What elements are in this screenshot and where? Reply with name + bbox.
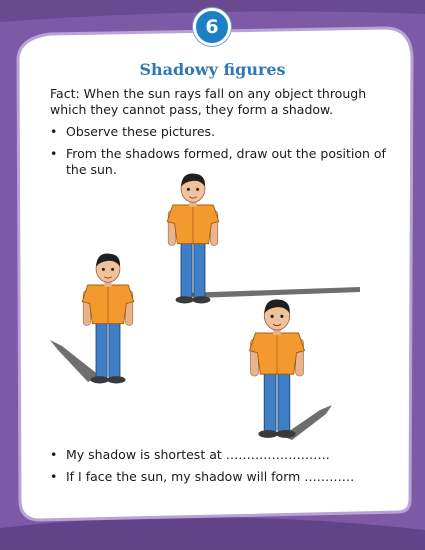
boy-figure <box>167 174 360 304</box>
question-item: • My shadow is shortest at ……………………. <box>50 447 390 463</box>
boy-figure <box>50 254 134 384</box>
page-title: Shadowy figures <box>139 60 286 79</box>
activity-number-badge: 6 <box>193 8 231 46</box>
boy-figure <box>250 299 332 440</box>
fact-text: Fact: When the sun rays fall on any object through which they cannot pass, they form a shadow. <box>50 86 367 117</box>
question-item: • If I face the sun, my shadow will form ………… <box>50 469 390 485</box>
question-list <box>50 447 390 491</box>
instruction-item: • Observe these pictures. <box>50 124 390 140</box>
instruction-item: • From the shadows formed, draw out the position of the sun. <box>50 146 390 178</box>
